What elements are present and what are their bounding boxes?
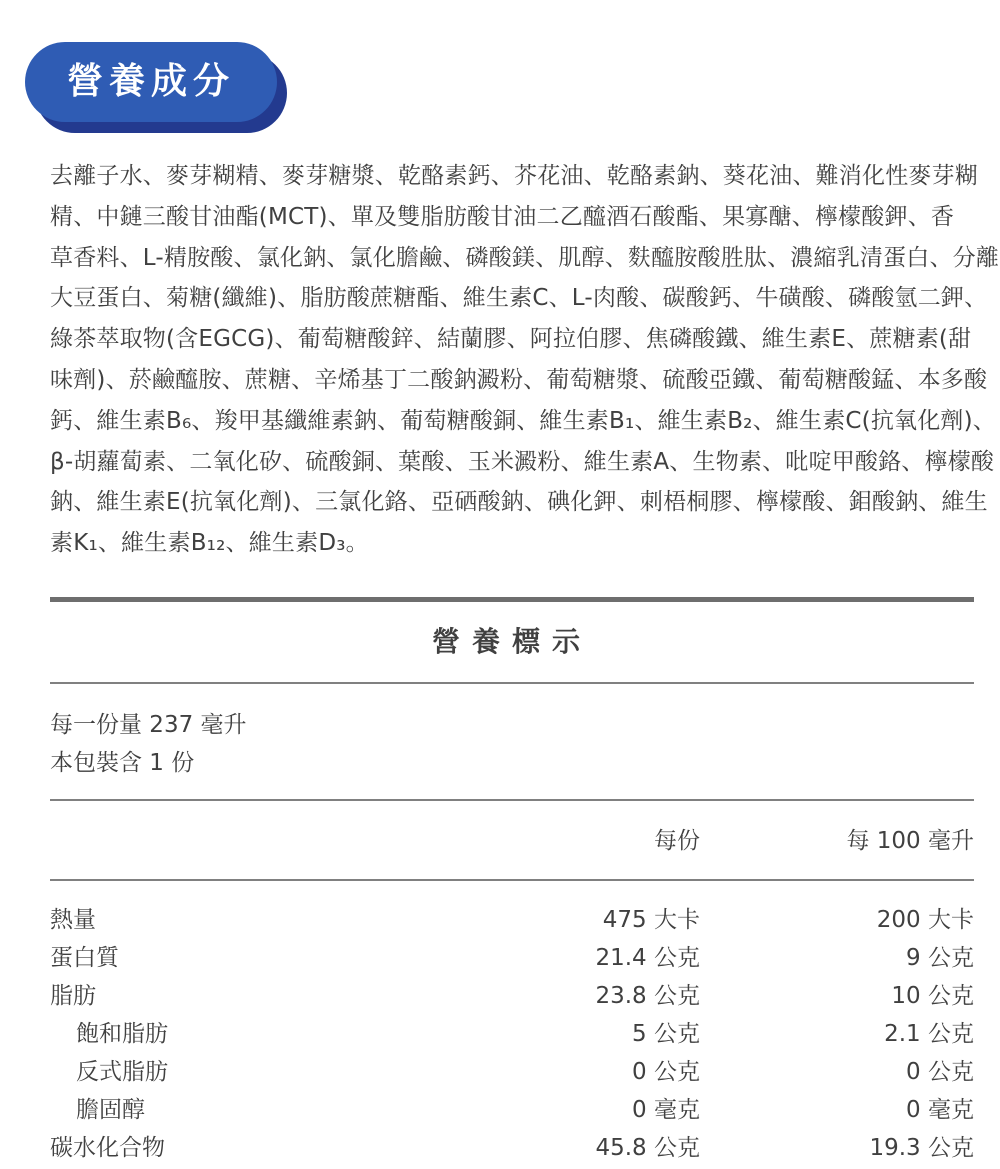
per-serving-value: 475 大卡: [602, 907, 700, 933]
ingredients-line: 草香料、L-精胺酸、氯化鈉、氯化膽鹼、磷酸鎂、肌醇、麩醯胺酸胜肽、濃縮乳清蛋白、分離: [50, 244, 1000, 271]
nutrient-name: 脂肪: [50, 983, 96, 1009]
nutrient-name: 膽固醇: [76, 1097, 145, 1123]
divider: [50, 682, 974, 684]
ingredients-list: [50, 156, 1000, 564]
ingredients-line: 素K₁、維生素B₁₂、維生素D₃。: [50, 530, 369, 557]
ingredients-line: 大豆蛋白、菊糖(纖維)、脂肪酸蔗糖酯、維生素C、L-肉酸、碳酸鈣、牛磺酸、磷酸氫二鉀、: [50, 285, 988, 312]
servings-per-pack: 本包裝含 1 份: [50, 750, 195, 776]
per-serving-value: 23.8 公克: [595, 983, 700, 1009]
nutrient-name: 蛋白質: [50, 945, 119, 971]
per-100ml-value: 10 公克: [891, 983, 974, 1009]
per-serving-value: 0 毫克: [632, 1097, 700, 1123]
nutrient-name: 反式脂肪: [76, 1059, 168, 1085]
serving-size: 每一份量 237 毫升: [50, 712, 247, 738]
per-100ml-value: 19.3 公克: [869, 1135, 974, 1161]
label-top-rule: [50, 597, 974, 602]
per-100ml-value: 0 公克: [906, 1059, 974, 1085]
nutrient-name: 碳水化合物: [50, 1135, 165, 1161]
column-header-per-100ml: 每 100 毫升: [846, 828, 974, 854]
ingredients-line: 味劑)、菸鹼醯胺、蔗糖、辛烯基丁二酸鈉澱粉、葡萄糖漿、硫酸亞鐵、葡萄糖酸錳、本多酸: [50, 366, 988, 393]
per-100ml-value: 9 公克: [906, 945, 974, 971]
nutrient-row-protein: [50, 939, 974, 977]
section-title: 營養成分: [25, 42, 277, 122]
per-serving-value: 45.8 公克: [595, 1135, 700, 1161]
per-serving-value: 0 公克: [632, 1059, 700, 1085]
nutrient-row-trans-fat: [50, 1053, 974, 1091]
nutrient-row-cholesterol: [50, 1091, 974, 1129]
ingredients-line: 鈉、維生素E(抗氧化劑)、三氯化鉻、亞硒酸鈉、碘化鉀、刺梧桐膠、檸檬酸、鉬酸鈉、維生: [50, 489, 988, 516]
nutrient-row-calories: [50, 901, 974, 939]
nutrition-label-title: 營養標示: [431, 625, 592, 658]
per-serving-value: 21.4 公克: [595, 945, 700, 971]
ingredients-line: β-胡蘿蔔素、二氧化矽、硫酸銅、葉酸、玉米澱粉、維生素A、生物素、吡啶甲酸鉻、檸檬酸: [50, 448, 995, 475]
nutrient-name: 熱量: [50, 907, 96, 933]
per-100ml-value: 2.1 公克: [884, 1021, 974, 1047]
per-100ml-value: 200 大卡: [876, 907, 974, 933]
nutrient-row-fat: [50, 977, 974, 1015]
section-badge: [25, 42, 287, 134]
divider: [50, 879, 974, 881]
ingredients-line: 精、中鏈三酸甘油酯(MCT)、單及雙脂肪酸甘油二乙醯酒石酸酯、果寡醣、檸檬酸鉀、香: [50, 203, 955, 230]
per-serving-value: 5 公克: [632, 1021, 700, 1047]
nutrient-row-carbohydrate: [50, 1129, 974, 1167]
per-100ml-value: 0 毫克: [906, 1097, 974, 1123]
column-header-per-serving: 每份: [654, 828, 700, 854]
ingredients-line: 綠茶萃取物(含EGCG)、葡萄糖酸鋅、結蘭膠、阿拉伯膠、焦磷酸鐵、維生素E、蔗糖素(甜: [50, 326, 972, 353]
nutrient-row-saturated-fat: [50, 1015, 974, 1053]
ingredients-line: 鈣、維生素B₆、羧甲基纖維素鈉、葡萄糖酸銅、維生素B₁、維生素B₂、維生素C(抗氧化劑)、: [50, 407, 997, 434]
nutrient-name: 飽和脂肪: [76, 1021, 168, 1047]
ingredients-line: 去離子水、麥芽糊精、麥芽糖漿、乾酪素鈣、芥花油、乾酪素鈉、葵花油、難消化性麥芽糊: [50, 163, 978, 189]
divider: [50, 799, 974, 801]
